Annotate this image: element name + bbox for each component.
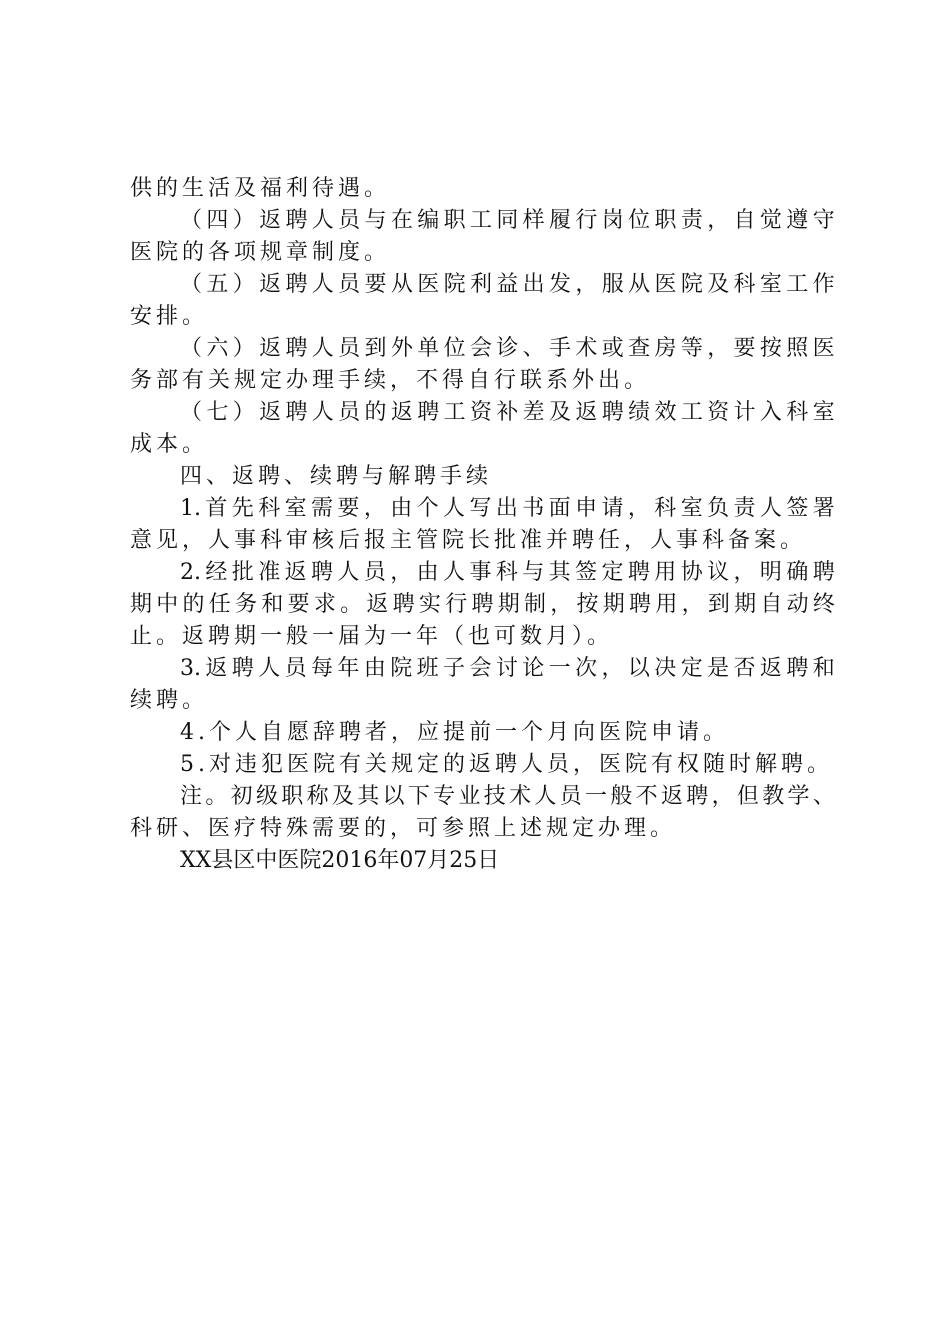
text-line: 成本。	[130, 432, 209, 457]
text-line: 注 。 初 级 职 称 及 其 以 下 专 业 技 术 人 员 一 般 不 返 聘 ， 但 教 学 、	[180, 784, 835, 809]
text-line: 安排。	[130, 304, 209, 329]
text-line: 四、返聘、续聘与解聘手续	[180, 464, 493, 489]
text-line: （ 四 ） 返 聘 人 员 与 在 编 职 工 同 样 履 行 岗 位 职 责 ， 自 觉 遵 守	[180, 208, 835, 233]
text-line: （ 七 ） 返 聘 人 员 的 返 聘 工 资 补 差 及 返 聘 绩 效 工 资 计 入 科 室	[180, 400, 835, 425]
text-line: 止。返聘期一般一届为一年（也可数月）。	[130, 624, 614, 649]
text-line: 务部有关规定办理手续，不得自行联系外出。	[130, 368, 651, 393]
document-body	[130, 173, 835, 877]
text-line: 供的生活及福利待遇。	[130, 176, 391, 201]
text-line: 5.对违犯医院有关规定的返聘人员，医院有权随时解聘。	[180, 752, 833, 777]
text-line: 科研、医疗特殊需要的，可参照上述规定办理。	[130, 816, 677, 841]
text-line: 4.个人自愿辞聘者，应提前一个月向医院申请。	[180, 720, 729, 745]
text-line: 期 中 的 任 务 和 要 求 。 返 聘 实 行 聘 期 制 ， 按 期 聘 用 ， 到 期 自 动 终	[130, 592, 835, 617]
text-line: （ 六 ） 返 聘 人 员 到 外 单 位 会 诊 、 手 术 或 查 房 等 ， 要 按 照 医	[180, 336, 835, 361]
text-line: 续聘。	[130, 688, 209, 713]
text-line: 意见，人事科审核后报主管院长批准并聘任，人事科备案。	[130, 528, 807, 553]
text-line: 医院的各项规章制度。	[130, 240, 391, 265]
text-line: 1. 首 先 科 室 需 要 ， 由 个 人 写 出 书 面 申 请 ， 科 室 负 责 人 签 署	[180, 496, 835, 521]
text-line: 2. 经 批 准 返 聘 人 员 ， 由 人 事 科 与 其 签 定 聘 用 协 议 ， 明 确 聘	[180, 560, 835, 585]
text-line: 3. 返 聘 人 员 每 年 由 院 班 子 会 讨 论 一 次 ， 以 决 定 是 否 返 聘 和	[180, 656, 835, 681]
text-line: （ 五 ） 返 聘 人 员 要 从 医 院 利 益 出 发 ， 服 从 医 院 及 科 室 工 作	[180, 272, 835, 297]
text-line: XX县区中医院2016年07月25日	[180, 848, 500, 873]
